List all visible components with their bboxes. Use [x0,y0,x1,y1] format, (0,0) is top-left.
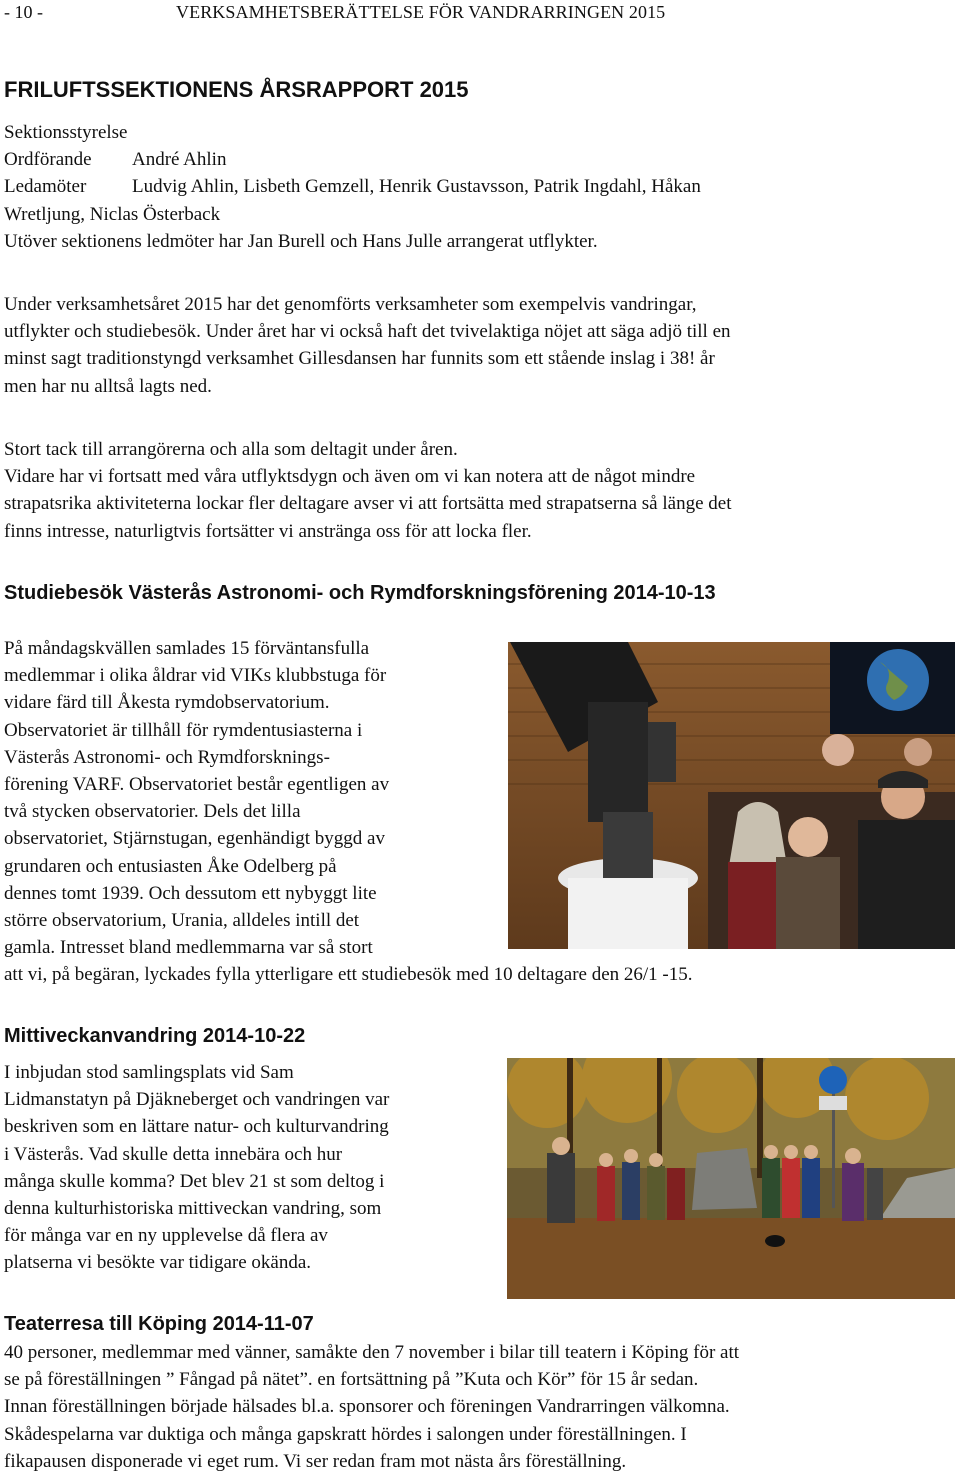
walk-line: I inbjudan stod samlingsplats vid Sam [4,1062,294,1083]
theatre-heading: Teaterresa till Köping 2014-11-07 [4,1313,314,1335]
walk-line: Lidmanstatyn på Djäkneberget och vandringen var [4,1089,390,1111]
theatre-line: Skådespelarna var duktiga och många gapskratt hördes i salongen under föreställningen. I [4,1423,687,1445]
thanks-line: Stort tack till arrangörerna och alla som deltagit under åren. [4,439,458,460]
theatre-line: se på föreställningen ” Fångad på nätet”. en fortsättning på ”Kuta och Kör” för 15 år sedan. [4,1369,699,1391]
walk-line: många skulle komma? Det blev 21 st som deltog i [4,1170,385,1192]
intro-line: utflykter och studiebesök. Under året har vi också haft det tvivelaktiga nöjet att säga adjö till en [4,321,731,343]
astro-line: två stycken observatorier. Dels det lilla [4,801,301,823]
more-line: Vidare har vi fortsatt med våra utflyktsdygn och även om vi kan notera att de något mindre [4,466,696,488]
astro-line: Observatoriet är tillhåll för rymdentusiasterna i [4,719,363,741]
running-title: VERKSAMHETSBERÄTTELSE FÖR VANDRARRINGEN 2015 [176,2,666,22]
astro-line: vidare färd till Åkesta rymdobservatorium. [4,692,330,714]
walk-text [4,1059,504,1277]
members-line2: Wretljung, Niclas Österback [4,203,221,225]
board-heading: Sektionsstyrelse [4,122,128,143]
page-title: FRILUFTSSEKTIONENS ÅRSRAPPORT 2015 [4,77,469,102]
members-label: Ledamöter [4,176,87,198]
astro-line: gamla. Intresset bland medlemmarna var så stort [4,937,373,959]
theatre-line: 40 personer, medlemmar med vänner, samåkte den 7 november i bilar till teatern i Köping för att [4,1342,740,1363]
theatre-text [4,1339,954,1475]
walk-line: denna kulturhistoriska mittiveckan vandring, som [4,1198,382,1220]
chair-name: André Ahlin [132,149,227,171]
more-line: finns intresse, naturligtvis fortsätter vi anstränga oss för att locka fler. [4,520,532,542]
astro-line: dennes tomt 1939. Och dessutom ett nybyggt lite [4,882,377,904]
walk-line: för många var en ny upplevelse då flera av [4,1225,328,1247]
astro-line: medlemmar i olika åldrar vid VIKs klubbstuga för [4,665,387,687]
walk-line: i Västerås. Vad skulle detta innebära och hur [4,1143,343,1165]
walk-group-photo [507,1058,955,1299]
intro-line: men har nu alltså lagts ned. [4,375,212,397]
page-header [4,1,924,23]
intro-block [4,291,954,400]
observatory-photo [508,642,955,949]
chair-row [4,146,944,173]
chair-label: Ordförande [4,149,92,171]
intro-line: minst sagt traditionstyngd verksamhet Gillesdansen har funnits som ett stående inslag i 38! år [4,348,715,370]
board-block [4,119,944,255]
members-row [4,173,944,200]
astro-heading: Studiebesök Västerås Astronomi- och Rymdforskningsförening 2014-10-13 [4,582,716,604]
intro-line: Under verksamhetsåret 2015 har det genomförts verksamheter som exempelvis vandringar, [4,294,697,315]
thanks-block [4,436,954,545]
walk-heading: Mittiveckanvandring 2014-10-22 [4,1025,306,1047]
page-number: - 10 - [4,2,43,22]
walk-line: beskriven som en lättare natur- och kulturvandring [4,1116,389,1138]
astro-line: förening VARF. Observatoriet består egentligen av [4,774,390,796]
walk-line: platserna vi besökte var tidigare okända. [4,1252,312,1274]
theatre-line: fikapausen disponerade vi eget rum. Vi ser redan fram mot nästa års föreställning. [4,1450,627,1472]
astro-line: Västerås Astronomi- och Rymdforsknings- [4,746,330,768]
astro-line: större observatorium, Urania, alldeles intill det [4,910,360,932]
astro-line: På måndagskvällen samlades 15 förväntansfulla [4,638,370,659]
theatre-line: Innan föreställningen började hälsades bl.a. sponsorer och föreningen Vandrarringen välkomna. [4,1396,730,1418]
members-line1: Ludvig Ahlin, Lisbeth Gemzell, Henrik Gustavsson, Patrik Ingdahl, Håkan [132,176,701,198]
more-line: strapatsrika aktiviteterna lockar fler deltagare avser vi att fortsätta med strapatserna så länge det [4,493,732,515]
board-extra: Utöver sektionens ledmöter har Jan Burell och Hans Julle arrangerat utflykter. [4,230,598,252]
astro-line: observatoriet, Stjärnstugan, egenhändigt byggd av [4,828,385,850]
astro-line: grundaren och entusiasten Åke Odelberg på [4,855,337,877]
astro-line: att vi, på begäran, lyckades fylla ytterligare ett studiebesök med 10 deltagare den 26/1 -15. [4,964,693,986]
